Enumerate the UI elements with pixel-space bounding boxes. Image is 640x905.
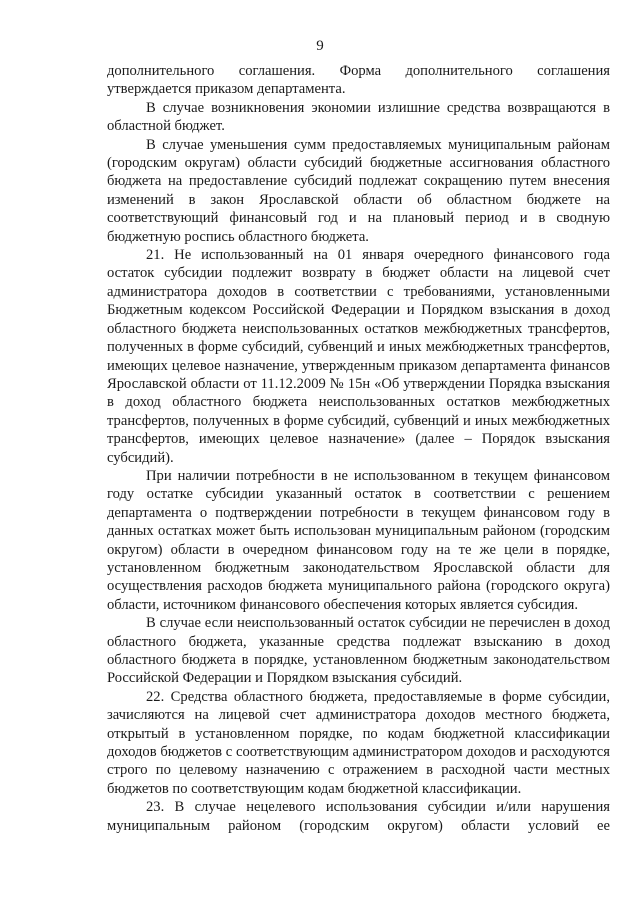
paragraph-continuation: дополнительного соглашения. Форма дополнительного соглашения утверждается приказом департамента. [107, 63, 610, 98]
paragraph-balance-recovery: В случае если неиспользованный остаток субсидии не перечислен в доход областного бюджета, указанные средства подлежат взысканию в доход областного бюджета в порядке, установленном бюджетным законодательством Российской Федерации и Порядком взыскания субсидий. [107, 615, 610, 687]
paragraph-clause-22: 22. Средства областного бюджета, предоставляемые в форме субсидии, зачисляются на лицевой счет администратора доходов местного бюджета, открытый в установленном порядке, по кодам бюджетной классификации доходов бюджетов с соответствующим администратором доходов и расходуются строго по целевому назначению с отражением в расходной части местных бюджетов по соответствующим кодам бюджетной классификации. [107, 688, 610, 797]
paragraph-remaining-balance-use: При наличии потребности в не использованном в текущем финансовом году остатке субсидии указанный остаток в соответствии с решением департамента о подтверждении потребности в текущем финансовом году в данных остатках может быть использован муниципальным районом (городским округом) области в очередном финансовом году на те же цели в порядке, установленном бюджетным законодательством Ярославской области для осуществления расходов бюджета муниципального района (городского округа) области, источником финансового обеспечения которых является субсидия. [107, 467, 610, 613]
page-number: 9 [316, 38, 324, 54]
document-body [107, 62, 610, 835]
paragraph-clause-21: 21. Не использованный на 01 января очередного финансового года остаток субсидии подлежит возврату в бюджет области на лицевой счет администратора доходов в соответствии с требованиями, установленными Бюджетным кодексом Российской Федерации и Порядком взыскания в доход областного бюджета неиспользованных остатков межбюджетных трансфертов, полученных в форме субсидий, субвенций и иных межбюджетных трансфертов, имеющих целевое назначение, утвержденным приказом департамента финансов Ярославской области от 11.12.2009 № 15н «Об утверждении Порядка взыскания в доход областного бюджета неиспользованных остатков межбюджетных трансфертов, полученных в форме субсидий, субвенций и иных межбюджетных трансфертов, имеющих целевое назначение» (далее – Порядок взыскания субсидий). [107, 247, 610, 466]
paragraph-clause-23: 23. В случае нецелевого использования субсидии и/или нарушения муниципальным районом (городским округом) области условий ее [107, 799, 610, 834]
paragraph-subsidy-reduction: В случае уменьшения сумм предоставляемых муниципальным районам (городским округам) области субсидий бюджетные ассигнования областного бюджета на предоставление субсидий подлежат сокращению путем внесения изменений в закон Ярославской области об областном бюджете на соответствующий финансовый год и на плановый период и в сводную бюджетную роспись областного бюджета. [107, 136, 610, 245]
paragraph-economy-return: В случае возникновения экономии излишние средства возвращаются в областной бюджет. [107, 99, 610, 135]
